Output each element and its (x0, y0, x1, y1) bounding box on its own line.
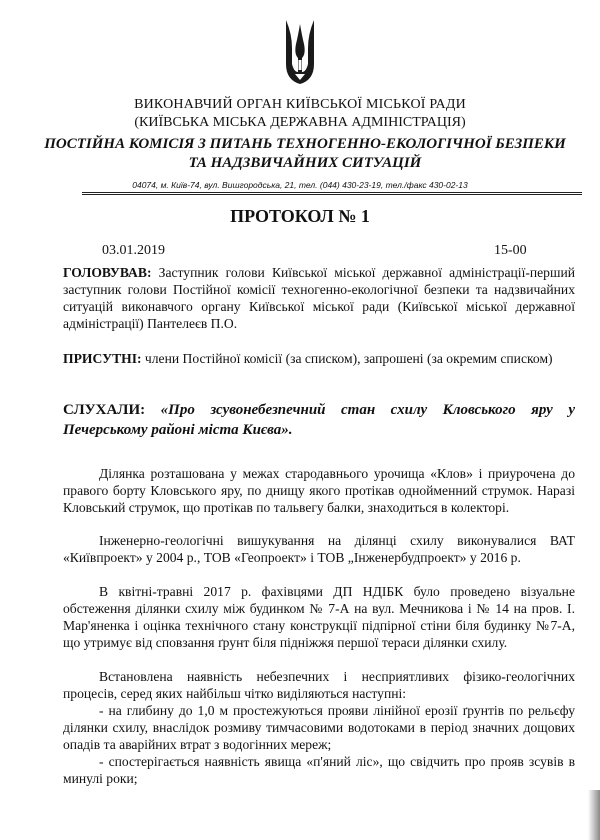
commission-line2: ТА НАДЗВИЧАЙНИХ СИТУАЦІЙ (188, 155, 422, 171)
chaired-paragraph (63, 264, 575, 332)
org-name-line1: ВИКОНАВЧИЙ ОРГАН КИЇВСЬКОЇ МІСЬКОЇ РАДИ (134, 97, 466, 112)
body-paragraph-3: В квітні-травні 2017 р. фахівцями ДП НДІБК було проведено візуальне обстеження ділянки схилу між будинком № 7-А на вул. Мечникова і № 14 на пров. І. Мар'яненка і оцінка технічного стану конструкції підпірної стіни біля будинку №7-А, що утримує від сповзання ґрунт біля підніжжя першої тераси ділянки схилу. (63, 584, 575, 650)
header-divider (82, 192, 582, 193)
present-paragraph (63, 350, 575, 367)
address-line: 04074, м. Київ-74, вул. Вишгородська, 21, тел. (044) 430-23-19, тел./факс 430-02-13 (132, 180, 468, 190)
present-label: ПРИСУТНІ: (63, 351, 142, 366)
commission-line1: ПОСТІЙНА КОМІСІЯ З ПИТАНЬ ТЕХНОГЕННО-ЕКОЛОГІЧНОЇ БЕЗПЕКИ (44, 136, 566, 152)
body-paragraph-2: Інженерно-геологічні вишукування на ділянці схилу виконувалися ВАТ «Київпроект» у 2004 р., ТОВ «Геопроект» і ТОВ „Інженербудпроект» у 2016 р. (63, 533, 575, 565)
body-paragraph-1: Ділянка розташована у межах стародавнього урочища «Клов» і приурочена до правого борту Кловського яру, по днищу якого протікав однойменний струмок. Наразі Кловський струмок, що протікав по тальвегу балки, знаходиться в колекторі. (63, 466, 575, 515)
protocol-title: ПРОТОКОЛ № 1 (230, 206, 370, 226)
heard-label: СЛУХАЛИ: (63, 402, 146, 418)
scan-edge-shadow (588, 790, 600, 840)
chaired-label: ГОЛОВУВАВ: (63, 265, 152, 280)
body-list-item-1: - на глибину до 1,0 м простежуються прояви лінійної ерозії ґрунтів по рельєфу ділянки схилу, внаслідок розмиву тимчасовими водотоками в період значних дощових опадів та аварійних втрат з водогінних мереж; (63, 703, 575, 752)
trident-emblem-icon (282, 14, 318, 86)
heard-subject: «Про зсувонебезпечний стан схилу Кловського яру у Печерському районі міста Києва». (63, 402, 575, 438)
commission-name (40, 135, 570, 173)
heard-paragraph (63, 400, 575, 440)
present-text: члени Постійної комісії (за списком), запрошені (за окремим списком) (141, 351, 553, 366)
org-name-line2: (КИЇВСЬКА МІСЬКА ДЕРЖАВНА АДМІНІСТРАЦІЯ) (134, 115, 466, 130)
protocol-date: 03.01.2019 (102, 243, 165, 258)
body-list-item-2: - спостерігається наявність явища «п'яний ліс», що свідчить про прояв зсувів в минулі роки; (63, 754, 575, 786)
header-divider-secondary (82, 194, 582, 195)
body-paragraph-4: Встановлена наявність небезпечних і несприятливих фізико-геологічних процесів, серед яких найбільш чітко виділяються наступні: (63, 669, 575, 701)
chaired-text: Заступник голови Київської міської державної адміністрації-перший заступник голови Постійної комісії техногенно-екологічної безпеки та надзвичайних ситуацій виконавчого органу Київської міської ради (Київської міської державної адміністрації) Пантелеєв П.О. (63, 265, 575, 331)
protocol-time: 15-00 (494, 243, 527, 258)
